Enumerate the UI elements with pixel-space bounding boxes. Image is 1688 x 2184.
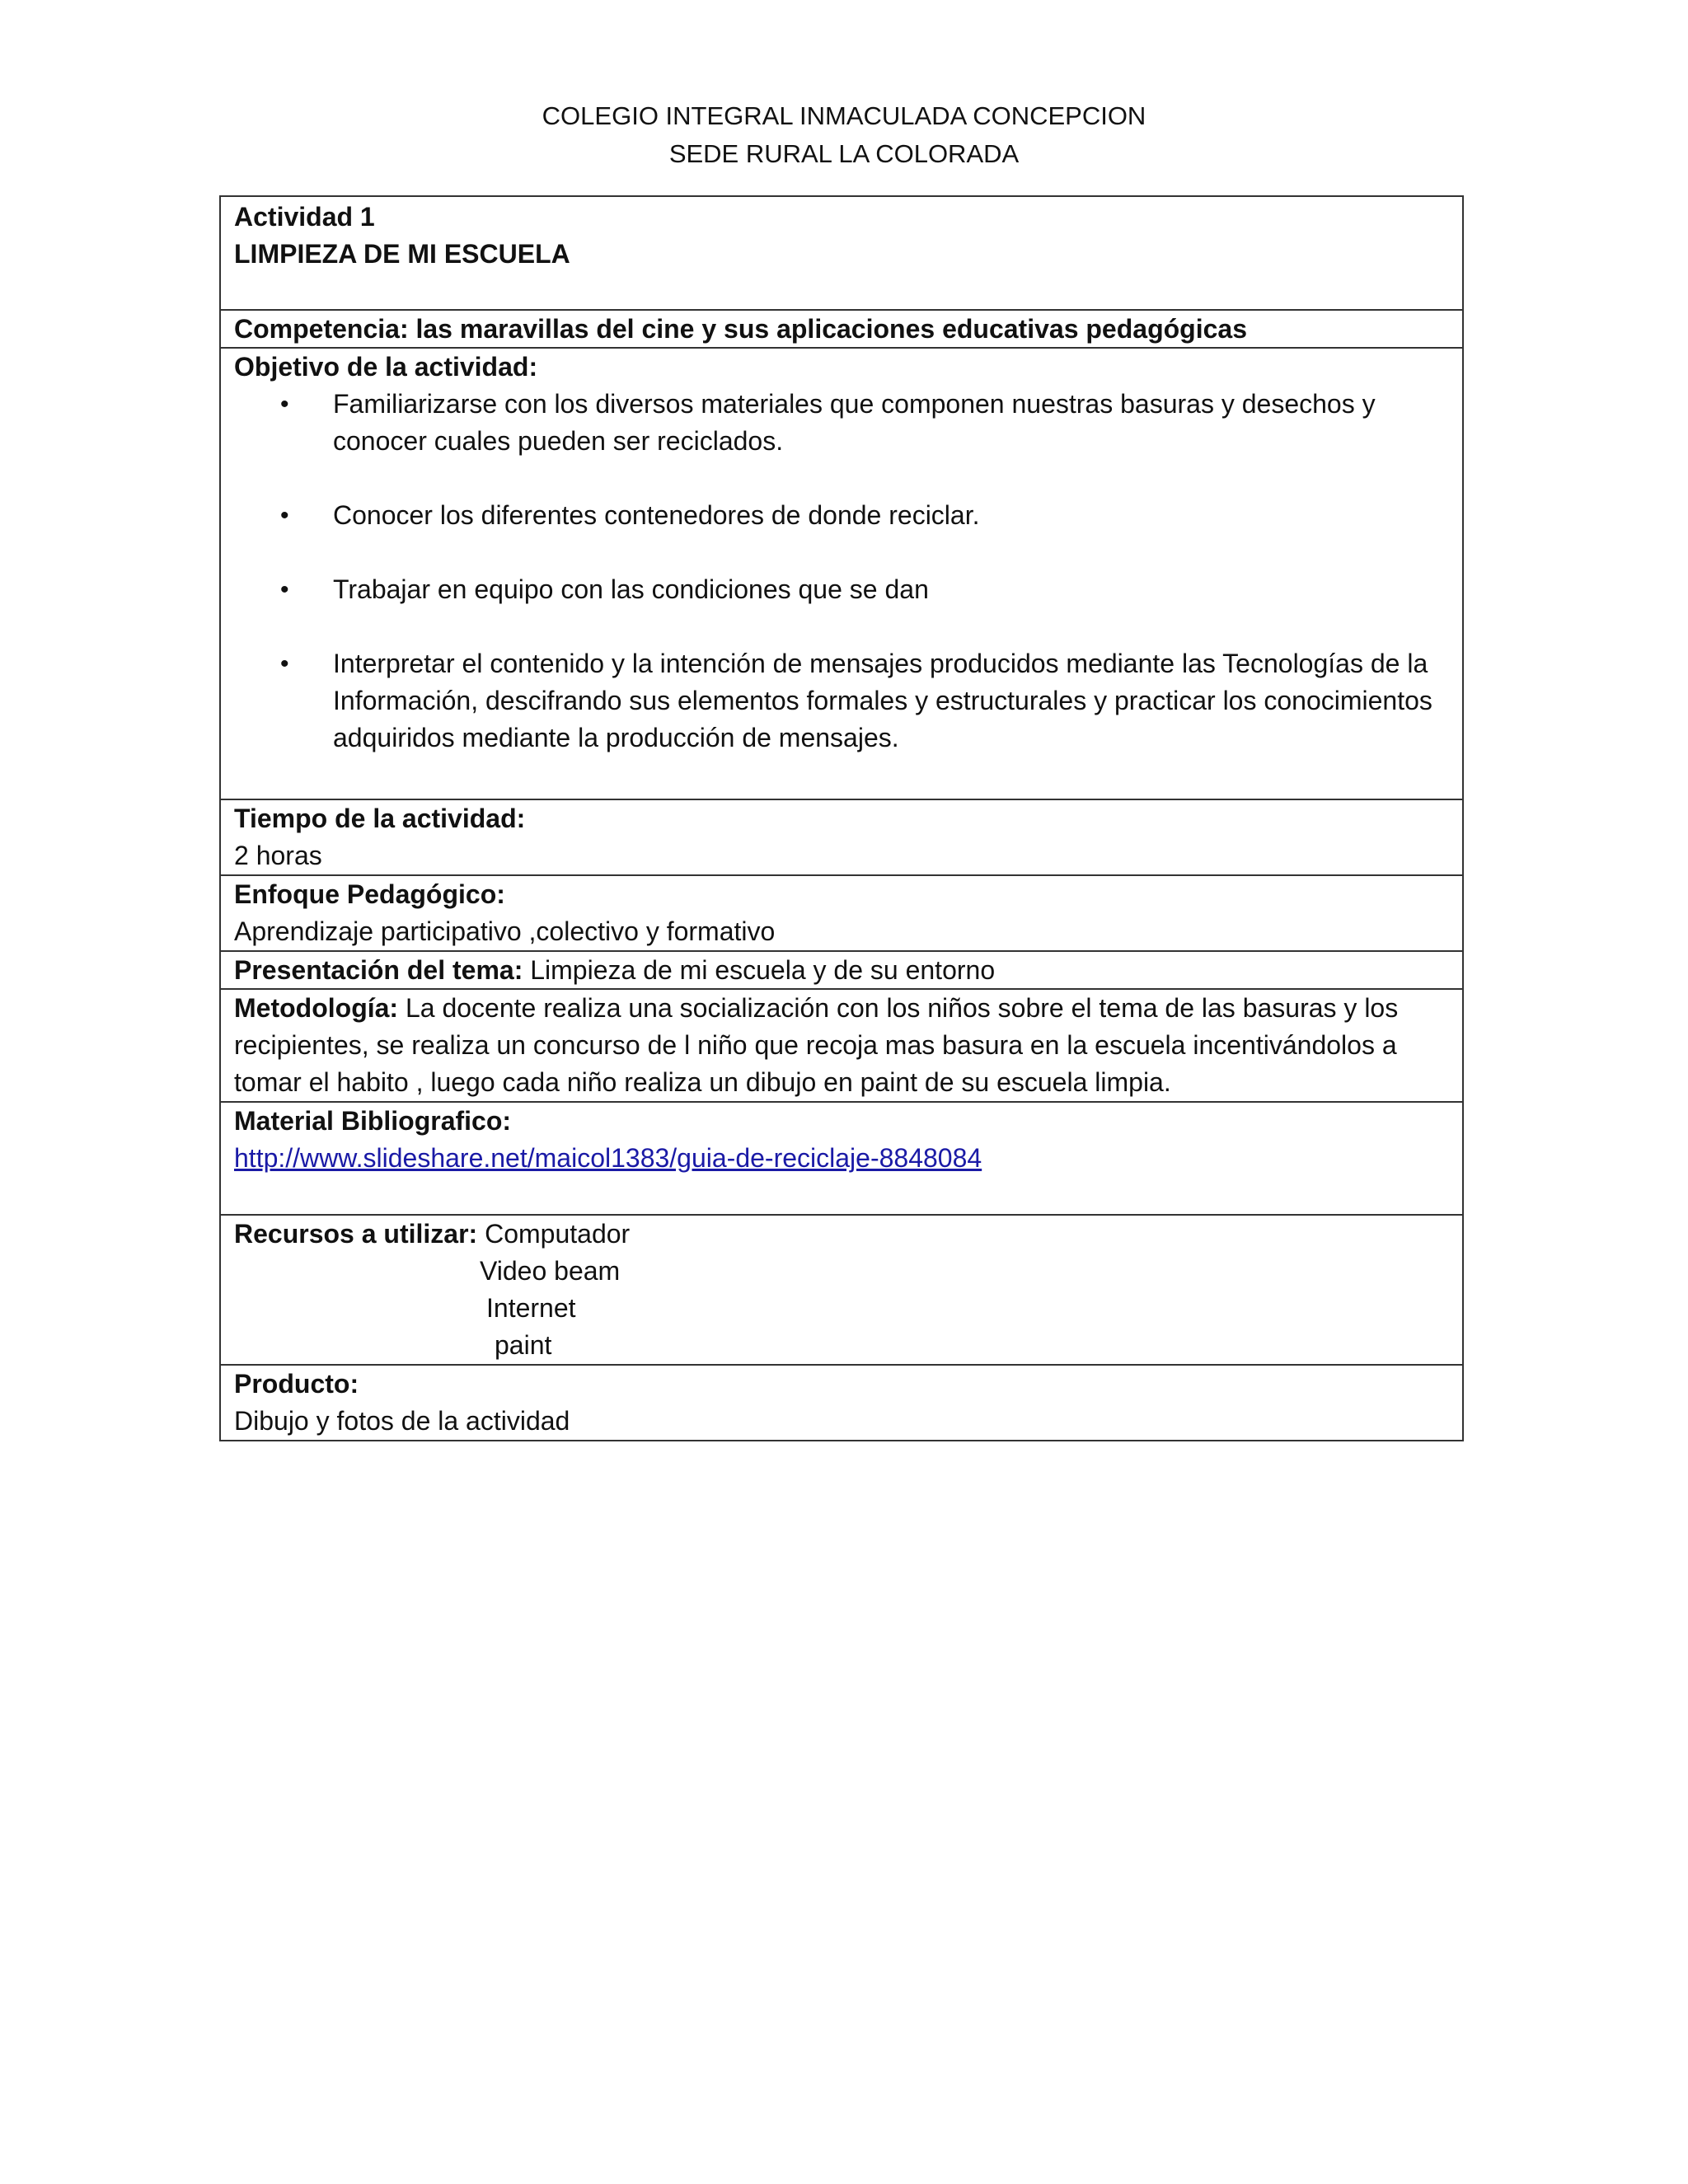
objetivo-item — [234, 645, 1449, 757]
activity-table — [219, 195, 1464, 1441]
enfoque-value: Aprendizaje participativo ,colectivo y formativo — [234, 916, 776, 946]
objetivo-row — [221, 347, 1462, 799]
producto-label: Producto: — [234, 1369, 359, 1399]
activity-number: Actividad 1 — [234, 202, 375, 232]
objetivo-item — [234, 571, 1449, 608]
metodologia-row — [221, 988, 1462, 1101]
objetivo-item-text: Interpretar el contenido y la intención de mensajes producidos mediante las Tecnologías de la Información, descifrando sus elementos formales y estructurales y practicar los conocimientos adquiridos mediante la producción de mensajes. — [333, 649, 1432, 752]
recurso-item: Video beam — [480, 1256, 621, 1286]
school-name: COLEGIO INTEGRAL INMACULADA CONCEPCION — [542, 101, 1146, 130]
producto-row — [221, 1364, 1462, 1440]
objetivo-list — [234, 386, 1449, 757]
tiempo-label: Tiempo de la actividad: — [234, 804, 526, 833]
recursos-label: Recursos a utilizar: — [234, 1219, 478, 1249]
bullet-icon: • — [280, 502, 289, 529]
competencia-text: Competencia: las maravillas del cine y sus aplicaciones educativas pedagógicas — [234, 314, 1247, 344]
school-site: SEDE RURAL LA COLORADA — [668, 139, 1020, 168]
presentacion-row — [221, 950, 1462, 988]
metodologia-value: La docente realiza una socialización con los niños sobre el tema de las basuras y los recipientes, se realiza un concurso de l niño que recoja mas basura en la escuela incentivándolos a tomar el habito , luego cada niño realiza un dibujo en paint de su escuela limpia. — [234, 993, 1399, 1097]
competencia-row — [221, 309, 1462, 347]
recursos-row — [221, 1214, 1462, 1364]
recurso-item: Computador — [485, 1219, 631, 1249]
producto-value: Dibujo y fotos de la actividad — [234, 1406, 570, 1436]
material-label: Material Bibliografico: — [234, 1106, 512, 1136]
recurso-item: Internet — [486, 1293, 576, 1323]
recursos-list — [234, 1216, 1449, 1364]
presentacion-label: Presentación del tema: — [234, 955, 523, 985]
material-link[interactable]: http://www.slideshare.net/maicol1383/guia-de-reciclaje-8848084 — [234, 1143, 982, 1173]
objetivo-item-text: Familiarizarse con los diversos materiales que componen nuestras basuras y desechos y conocer cuales pueden ser reciclados. — [333, 389, 1376, 456]
document-header — [0, 97, 1688, 173]
bullet-icon: • — [280, 576, 289, 603]
activity-title: LIMPIEZA DE MI ESCUELA — [234, 239, 570, 269]
objetivo-item — [234, 386, 1449, 460]
tiempo-row — [221, 799, 1462, 874]
enfoque-row — [221, 874, 1462, 950]
enfoque-label: Enfoque Pedagógico: — [234, 879, 505, 909]
objetivo-item-text: Trabajar en equipo con las condiciones que se dan — [333, 574, 929, 604]
metodologia-label: Metodología: — [234, 993, 399, 1023]
presentacion-value: Limpieza de mi escuela y de su entorno — [523, 955, 996, 985]
objetivo-item-text: Conocer los diferentes contenedores de donde reciclar. — [333, 500, 980, 530]
recurso-item: paint — [495, 1330, 552, 1360]
objetivo-item — [234, 497, 1449, 534]
activity-row — [221, 197, 1462, 309]
bullet-icon: • — [280, 391, 289, 418]
objetivo-label: Objetivo de la actividad: — [234, 352, 538, 382]
recursos-line — [234, 1216, 1449, 1253]
bullet-icon: • — [280, 650, 289, 677]
tiempo-value: 2 horas — [234, 841, 322, 870]
material-row — [221, 1101, 1462, 1214]
